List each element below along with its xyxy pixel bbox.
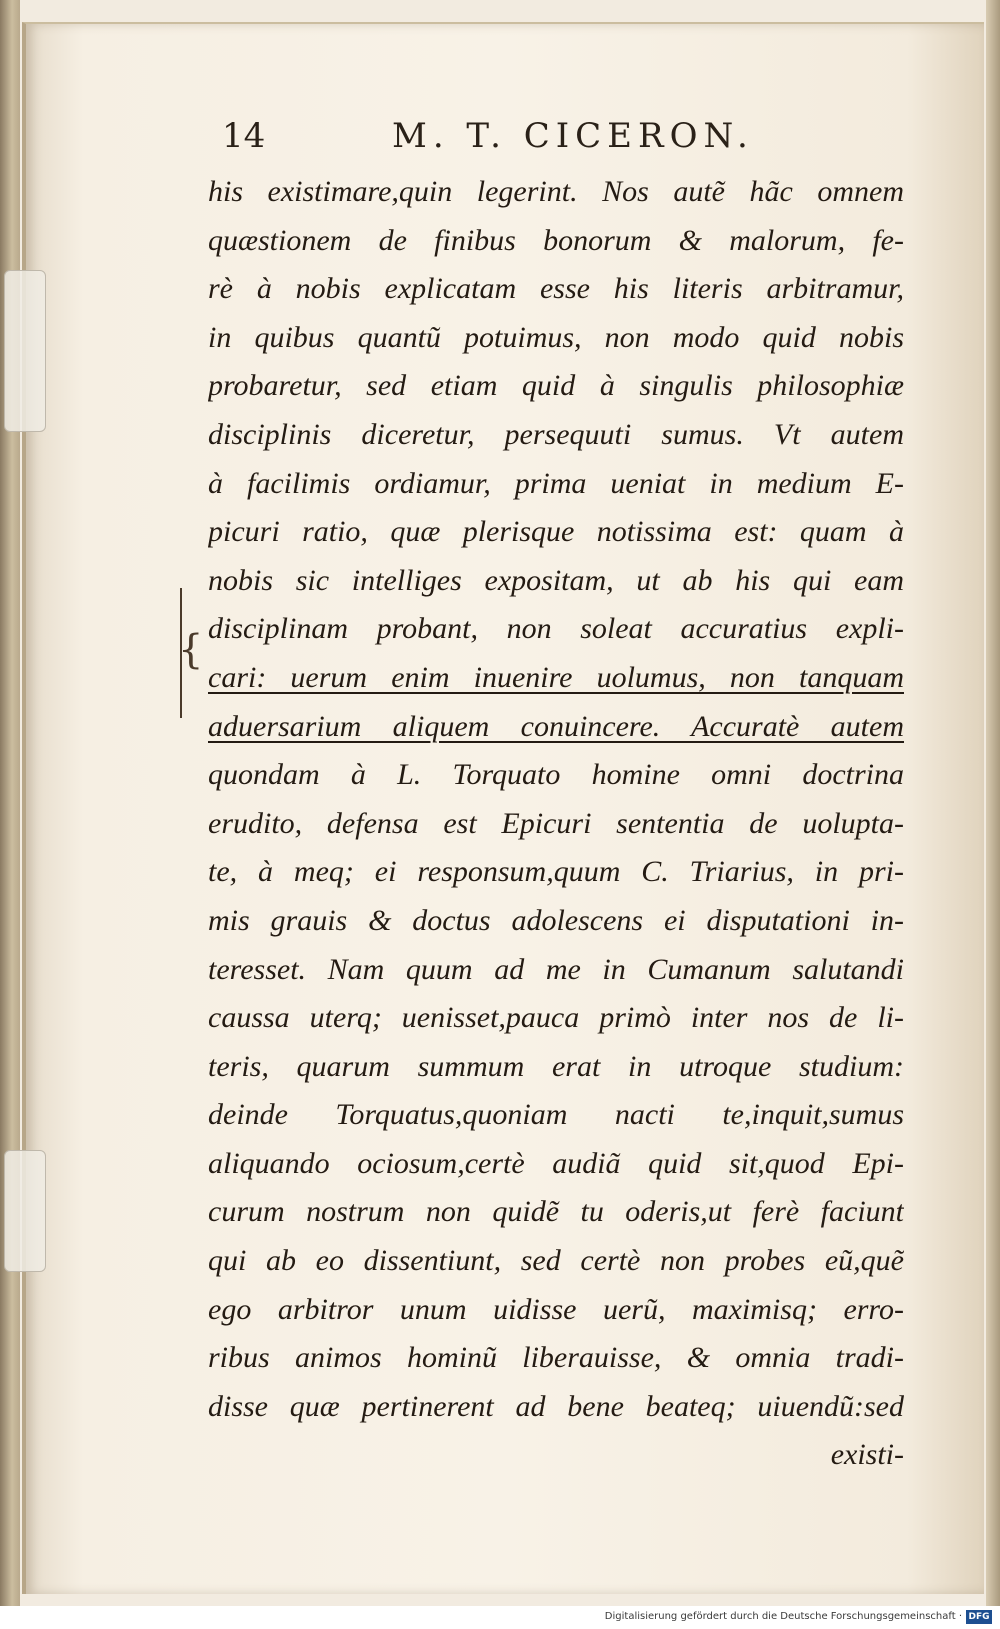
text-line: quæstionem de finibus bonorum & malorum, fe-: [208, 223, 904, 257]
marginal-brace-mark: {: [178, 627, 204, 673]
underlined-text-line: aduersarium aliquem conuincere. Accuratè autem: [208, 709, 904, 743]
page-number: 14: [222, 116, 266, 156]
page-header: [222, 116, 782, 164]
text-line: à facilimis ordiamur, prima ueniat in medium E-: [208, 466, 904, 500]
text-line: picuri ratio, quæ plerisque notissima est: quam à: [208, 515, 904, 549]
page-clip-lower: [4, 1150, 46, 1272]
text-line: deinde Torquatus,quoniam nacti te,inquit,sumus: [208, 1098, 904, 1132]
text-line: erudito, defensa est Epicuri sententia de uolupta-: [208, 806, 904, 840]
text-line: nobis sic intelliges expositam, ut ab his qui eam: [208, 563, 904, 597]
underlined-text-line: cari: uerum enim inuenire uolumus, non tanquam: [208, 660, 904, 694]
text-line: mis grauis & doctus adolescens ei disputationi in-: [208, 903, 904, 937]
text-line: caussa uterq; uenisset,pauca primò inter nos de li-: [208, 1001, 904, 1035]
text-line: probaretur, sed etiam quid à singulis philosophiæ: [208, 369, 904, 403]
dfg-logo: DFG: [966, 1610, 992, 1624]
page-clip-upper: [4, 270, 46, 432]
text-line: qui ab eo dissentiunt, sed certè non probes eũ,quẽ: [208, 1244, 904, 1278]
funding-credit: Digitalisierung gefördert durch die Deutsche Forschungsgemeinschaft ·: [604, 1611, 962, 1622]
text-line: quondam à L. Torquato homine omni doctrina: [208, 758, 904, 792]
text-line: aliquando ociosum,certè audiã quid sit,quod Epi-: [208, 1146, 904, 1180]
text-line: rè à nobis explicatam esse his literis arbitramur,: [208, 272, 904, 306]
text-line: in quibus quantũ potuimus, non modo quid nobis: [208, 320, 904, 354]
page-edge: [986, 0, 1000, 1606]
text-line: disse quæ pertinerent ad bene beateq; uiuendũ:sed: [208, 1389, 904, 1423]
text-line: teris, quarum summum erat in utroque studium:: [208, 1049, 904, 1083]
text-line: te, à meq; ei responsum,quum C. Triarius, in pri-: [208, 855, 904, 889]
book-binding: [0, 0, 20, 1606]
text-line: ego arbitror unum uidisse uerũ, maximisq; erro-: [208, 1292, 904, 1326]
catchword: existi-: [830, 1438, 904, 1472]
text-line: disciplinis diceretur, persequuti sumus. Vt autem: [208, 417, 904, 451]
text-line: disciplinam probant, non soleat accuratius expli-: [208, 612, 904, 646]
text-line: ribus animos hominũ liberauisse, & omnia tradi-: [208, 1341, 904, 1375]
text-line: curum nostrum non quidẽ tu oderis,ut ferè faciunt: [208, 1195, 904, 1229]
text-line: his existimare,quin legerint. Nos autẽ hãc omnem: [208, 175, 904, 208]
footer-bar: [0, 1606, 1000, 1629]
text-line: teresset. Nam quum ad me in Cumanum salutandi: [208, 952, 904, 986]
body-text: [208, 168, 904, 1480]
running-head: M. T. CICERON.: [392, 116, 754, 156]
